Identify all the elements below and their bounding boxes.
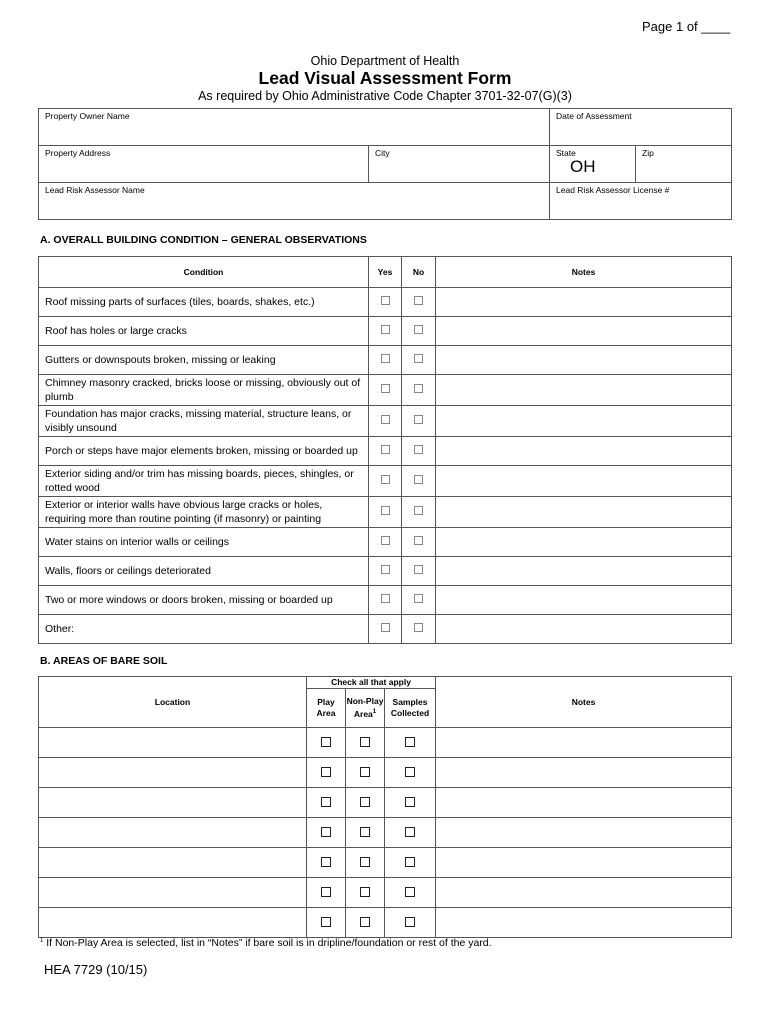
condition-row bbox=[39, 557, 732, 586]
condition-text: Walls, floors or ceilings deteriorated bbox=[39, 557, 369, 586]
soil-row bbox=[39, 848, 732, 878]
no-cell bbox=[402, 586, 436, 615]
no-checkbox[interactable] bbox=[414, 565, 423, 574]
form-id: HEA 7729 (10/15) bbox=[44, 962, 148, 977]
condition-notes-field[interactable] bbox=[436, 437, 732, 466]
no-cell bbox=[402, 557, 436, 586]
no-checkbox[interactable] bbox=[414, 506, 423, 515]
play-area-checkbox[interactable] bbox=[321, 857, 331, 867]
state-label: State bbox=[556, 148, 576, 158]
no-cell bbox=[402, 437, 436, 466]
condition-text: Exterior siding and/or trim has missing boards, pieces, shingles, or rotted wood bbox=[39, 466, 369, 497]
location-field[interactable] bbox=[39, 878, 307, 908]
state-value: OH bbox=[570, 157, 596, 176]
location-field[interactable] bbox=[39, 728, 307, 758]
non-play-area-cell bbox=[346, 758, 385, 788]
yes-checkbox[interactable] bbox=[381, 415, 390, 424]
play-area-cell bbox=[307, 818, 346, 848]
soil-notes-header: Notes bbox=[436, 677, 732, 728]
play-area-checkbox[interactable] bbox=[321, 827, 331, 837]
samples-cell bbox=[385, 728, 436, 758]
location-field[interactable] bbox=[39, 848, 307, 878]
yes-cell bbox=[369, 586, 402, 615]
location-field[interactable] bbox=[39, 758, 307, 788]
condition-text: Water stains on interior walls or ceilings bbox=[39, 528, 369, 557]
soil-row bbox=[39, 818, 732, 848]
condition-notes-field[interactable] bbox=[436, 466, 732, 497]
yes-cell bbox=[369, 557, 402, 586]
condition-row bbox=[39, 466, 732, 497]
yes-checkbox[interactable] bbox=[381, 296, 390, 305]
department-name: Ohio Department of Health bbox=[310, 54, 460, 68]
location-field[interactable] bbox=[39, 818, 307, 848]
location-header: Location bbox=[39, 677, 307, 728]
condition-text: Foundation has major cracks, missing material, structure leans, or visibly unsound bbox=[39, 406, 369, 437]
date-of-assessment-label: Date of Assessment bbox=[556, 111, 632, 121]
no-cell bbox=[402, 466, 436, 497]
no-cell bbox=[402, 528, 436, 557]
play-area-checkbox[interactable] bbox=[321, 737, 331, 747]
non-play-area-cell bbox=[346, 848, 385, 878]
zip-field[interactable] bbox=[636, 146, 732, 183]
condition-row bbox=[39, 497, 732, 528]
soil-notes-field[interactable] bbox=[436, 878, 732, 908]
footnote bbox=[40, 937, 492, 949]
soil-row bbox=[39, 758, 732, 788]
yes-cell bbox=[369, 528, 402, 557]
condition-text: Gutters or downspouts broken, missing or leaking bbox=[39, 346, 369, 375]
no-cell bbox=[402, 346, 436, 375]
yes-cell bbox=[369, 466, 402, 497]
non-play-area-checkbox[interactable] bbox=[360, 797, 370, 807]
yes-cell bbox=[369, 346, 402, 375]
no-checkbox[interactable] bbox=[414, 475, 423, 484]
no-checkbox[interactable] bbox=[414, 354, 423, 363]
condition-notes-field[interactable] bbox=[436, 317, 732, 346]
soil-notes-field[interactable] bbox=[436, 908, 732, 938]
non-play-area-checkbox[interactable] bbox=[360, 887, 370, 897]
date-of-assessment-field[interactable] bbox=[550, 109, 732, 146]
samples-collected-header: Samples Collected bbox=[385, 689, 436, 728]
non-play-area-cell bbox=[346, 878, 385, 908]
yes-cell bbox=[369, 317, 402, 346]
condition-text: Porch or steps have major elements broken, missing or boarded up bbox=[39, 437, 369, 466]
condition-row bbox=[39, 437, 732, 466]
soil-row bbox=[39, 788, 732, 818]
non-play-area-header bbox=[346, 689, 385, 728]
yes-cell bbox=[369, 497, 402, 528]
footnote-marker: 1 bbox=[40, 937, 44, 944]
assessor-name-field[interactable] bbox=[39, 183, 550, 220]
no-cell bbox=[402, 317, 436, 346]
yes-header: Yes bbox=[369, 257, 402, 288]
city-label: City bbox=[375, 148, 390, 158]
no-cell bbox=[402, 497, 436, 528]
condition-row bbox=[39, 317, 732, 346]
non-play-area-cell bbox=[346, 818, 385, 848]
no-checkbox[interactable] bbox=[414, 296, 423, 305]
soil-row bbox=[39, 878, 732, 908]
yes-checkbox[interactable] bbox=[381, 565, 390, 574]
no-checkbox[interactable] bbox=[414, 384, 423, 393]
samples-collected-checkbox[interactable] bbox=[405, 737, 415, 747]
condition-text: Other: bbox=[39, 615, 369, 644]
yes-checkbox[interactable] bbox=[381, 506, 390, 515]
condition-notes-field[interactable] bbox=[436, 288, 732, 317]
notes-header: Notes bbox=[436, 257, 732, 288]
condition-notes-field[interactable] bbox=[436, 557, 732, 586]
condition-row bbox=[39, 528, 732, 557]
play-area-header: Play Area bbox=[307, 689, 346, 728]
condition-row bbox=[39, 288, 732, 317]
play-area-checkbox[interactable] bbox=[321, 797, 331, 807]
condition-text: Chimney masonry cracked, bricks loose or missing, obviously out of plumb bbox=[39, 375, 369, 406]
soil-notes-field[interactable] bbox=[436, 758, 732, 788]
soil-notes-field[interactable] bbox=[436, 788, 732, 818]
yes-cell bbox=[369, 615, 402, 644]
form-subtitle: As required by Ohio Administrative Code Chapter 3701-32-07(G)(3) bbox=[198, 89, 572, 103]
non-play-area-checkbox[interactable] bbox=[360, 827, 370, 837]
play-area-cell bbox=[307, 758, 346, 788]
yes-checkbox[interactable] bbox=[381, 384, 390, 393]
samples-collected-checkbox[interactable] bbox=[405, 827, 415, 837]
yes-cell bbox=[369, 288, 402, 317]
location-field[interactable] bbox=[39, 908, 307, 938]
condition-notes-field[interactable] bbox=[436, 346, 732, 375]
samples-cell bbox=[385, 878, 436, 908]
non-play-area-checkbox[interactable] bbox=[360, 737, 370, 747]
yes-checkbox[interactable] bbox=[381, 475, 390, 484]
condition-text: Exterior or interior walls have obvious large cracks or holes, requiring more than routine pointing (if masonry) or painting bbox=[39, 497, 369, 528]
footnote-text: If Non-Play Area is selected, list in “Notes” if bare soil is in dripline/foundation or rest of the yard. bbox=[43, 937, 492, 949]
no-cell bbox=[402, 406, 436, 437]
samples-cell bbox=[385, 818, 436, 848]
property-owner-field[interactable] bbox=[39, 109, 550, 146]
check-all-header: Check all that apply bbox=[307, 677, 436, 689]
yes-checkbox[interactable] bbox=[381, 325, 390, 334]
yes-cell bbox=[369, 406, 402, 437]
no-cell bbox=[402, 375, 436, 406]
yes-checkbox[interactable] bbox=[381, 594, 390, 603]
yes-cell bbox=[369, 437, 402, 466]
non-play-area-checkbox[interactable] bbox=[360, 857, 370, 867]
soil-notes-field[interactable] bbox=[436, 848, 732, 878]
play-area-cell bbox=[307, 728, 346, 758]
non-play-area-cell bbox=[346, 908, 385, 938]
condition-notes-field[interactable] bbox=[436, 375, 732, 406]
bare-soil-table bbox=[38, 676, 732, 938]
building-condition-table bbox=[38, 256, 732, 644]
section-b-title: B. AREAS OF BARE SOIL bbox=[40, 655, 168, 667]
condition-row bbox=[39, 406, 732, 437]
samples-cell bbox=[385, 758, 436, 788]
condition-header: Condition bbox=[39, 257, 369, 288]
play-area-cell bbox=[307, 878, 346, 908]
soil-row bbox=[39, 908, 732, 938]
no-header: No bbox=[402, 257, 436, 288]
no-checkbox[interactable] bbox=[414, 594, 423, 603]
samples-cell bbox=[385, 848, 436, 878]
samples-cell bbox=[385, 788, 436, 818]
yes-checkbox[interactable] bbox=[381, 536, 390, 545]
non-play-footnote-ref: 1 bbox=[372, 709, 377, 716]
location-field[interactable] bbox=[39, 788, 307, 818]
samples-collected-checkbox[interactable] bbox=[405, 917, 415, 927]
samples-cell bbox=[385, 908, 436, 938]
page-indicator: Page 1 of ____ bbox=[642, 19, 731, 34]
condition-row bbox=[39, 586, 732, 615]
no-checkbox[interactable] bbox=[414, 536, 423, 545]
samples-collected-checkbox[interactable] bbox=[405, 887, 415, 897]
no-checkbox[interactable] bbox=[414, 623, 423, 632]
no-checkbox[interactable] bbox=[414, 325, 423, 334]
samples-collected-checkbox[interactable] bbox=[405, 857, 415, 867]
property-address-label: Property Address bbox=[45, 148, 111, 158]
condition-text: Roof missing parts of surfaces (tiles, boards, shakes, etc.) bbox=[39, 288, 369, 317]
yes-cell bbox=[369, 375, 402, 406]
condition-notes-field[interactable] bbox=[436, 586, 732, 615]
condition-notes-field[interactable] bbox=[436, 615, 732, 644]
yes-checkbox[interactable] bbox=[381, 354, 390, 363]
assessor-license-field[interactable] bbox=[550, 183, 732, 220]
non-play-area-cell bbox=[346, 728, 385, 758]
non-play-area-checkbox[interactable] bbox=[360, 917, 370, 927]
samples-collected-checkbox[interactable] bbox=[405, 767, 415, 777]
non-play-area-cell bbox=[346, 788, 385, 818]
samples-collected-checkbox[interactable] bbox=[405, 797, 415, 807]
zip-label: Zip bbox=[642, 148, 654, 158]
condition-text: Two or more windows or doors broken, missing or boarded up bbox=[39, 586, 369, 615]
play-area-checkbox[interactable] bbox=[321, 767, 331, 777]
no-checkbox[interactable] bbox=[414, 415, 423, 424]
condition-notes-field[interactable] bbox=[436, 406, 732, 437]
condition-notes-field[interactable] bbox=[436, 497, 732, 528]
soil-row bbox=[39, 728, 732, 758]
non-play-area-checkbox[interactable] bbox=[360, 767, 370, 777]
form-title: Lead Visual Assessment Form bbox=[258, 68, 512, 88]
state-field[interactable] bbox=[550, 146, 636, 183]
yes-checkbox[interactable] bbox=[381, 445, 390, 454]
play-area-cell bbox=[307, 848, 346, 878]
yes-checkbox[interactable] bbox=[381, 623, 390, 632]
soil-notes-field[interactable] bbox=[436, 728, 732, 758]
property-owner-label: Property Owner Name bbox=[45, 111, 130, 121]
no-checkbox[interactable] bbox=[414, 445, 423, 454]
city-field[interactable] bbox=[369, 146, 550, 183]
assessor-name-label: Lead Risk Assessor Name bbox=[45, 185, 145, 195]
condition-row bbox=[39, 346, 732, 375]
condition-notes-field[interactable] bbox=[436, 528, 732, 557]
property-address-field[interactable] bbox=[39, 146, 369, 183]
section-a-title: A. OVERALL BUILDING CONDITION – GENERAL OBSERVATIONS bbox=[40, 234, 367, 246]
play-area-checkbox[interactable] bbox=[321, 917, 331, 927]
non-play-area-label: Non-Play Area bbox=[346, 696, 384, 719]
condition-row bbox=[39, 375, 732, 406]
condition-row bbox=[39, 615, 732, 644]
no-cell bbox=[402, 288, 436, 317]
no-cell bbox=[402, 615, 436, 644]
condition-text: Roof has holes or large cracks bbox=[39, 317, 369, 346]
property-info-table bbox=[38, 108, 732, 220]
assessor-license-label: Lead Risk Assessor License # bbox=[556, 185, 670, 195]
play-area-cell bbox=[307, 908, 346, 938]
play-area-checkbox[interactable] bbox=[321, 887, 331, 897]
play-area-cell bbox=[307, 788, 346, 818]
soil-notes-field[interactable] bbox=[436, 818, 732, 848]
